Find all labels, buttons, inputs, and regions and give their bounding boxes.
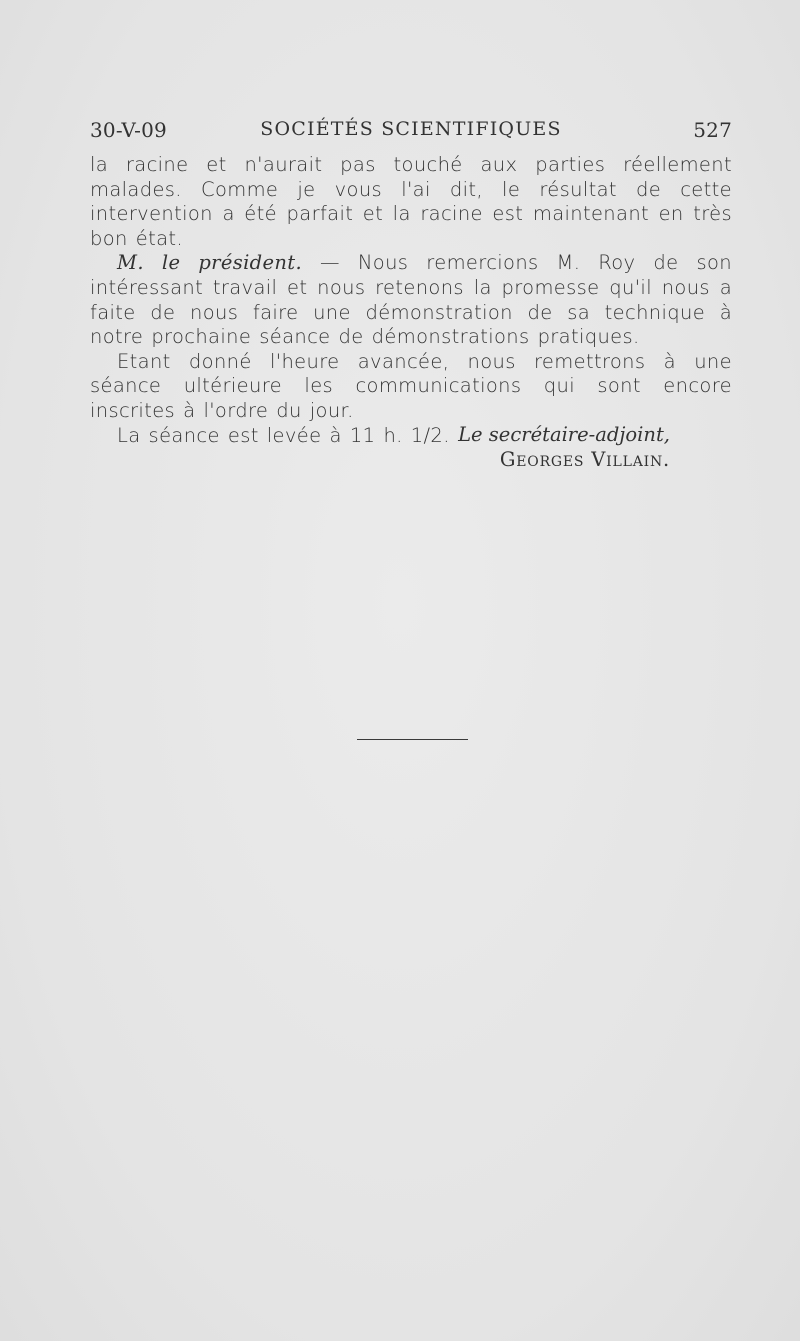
header-date: 30-V-09 (90, 118, 167, 142)
page-number: 527 (693, 118, 732, 142)
section-divider (357, 739, 468, 740)
running-header (90, 118, 732, 148)
paragraph-4: La séance est levée à 11 h. 1/2. (117, 423, 450, 447)
header-title: SOCIÉTÉS SCIENTIFIQUES (260, 118, 562, 140)
signature-title: Le secrétaire-adjoint, (458, 423, 670, 446)
paragraph-2-text: — Nous remercions M. Roy de son intéressant travail et nous retenons la promesse qu'il nous a faite de nous faire une démonstration de sa technique à notre prochaine séance de démonstrations pratiques. (90, 251, 732, 349)
speaker-label: M. le président. (117, 251, 303, 275)
paragraph-1: la racine et n'aurait pas touché aux parties réellement malades. Comme je vous l'ai dit, le résultat de cette intervention a été parfait et la racine est maintenant en très bon état. (90, 153, 732, 250)
signature-name: Georges Villain. (499, 448, 670, 471)
body-text (90, 153, 732, 448)
paragraph-2 (90, 251, 732, 349)
paragraph-3: Etant donné l'heure avancée, nous remettrons à une séance ultérieure les communications qui sont encore inscrites à l'ordre du jour. (90, 349, 732, 422)
